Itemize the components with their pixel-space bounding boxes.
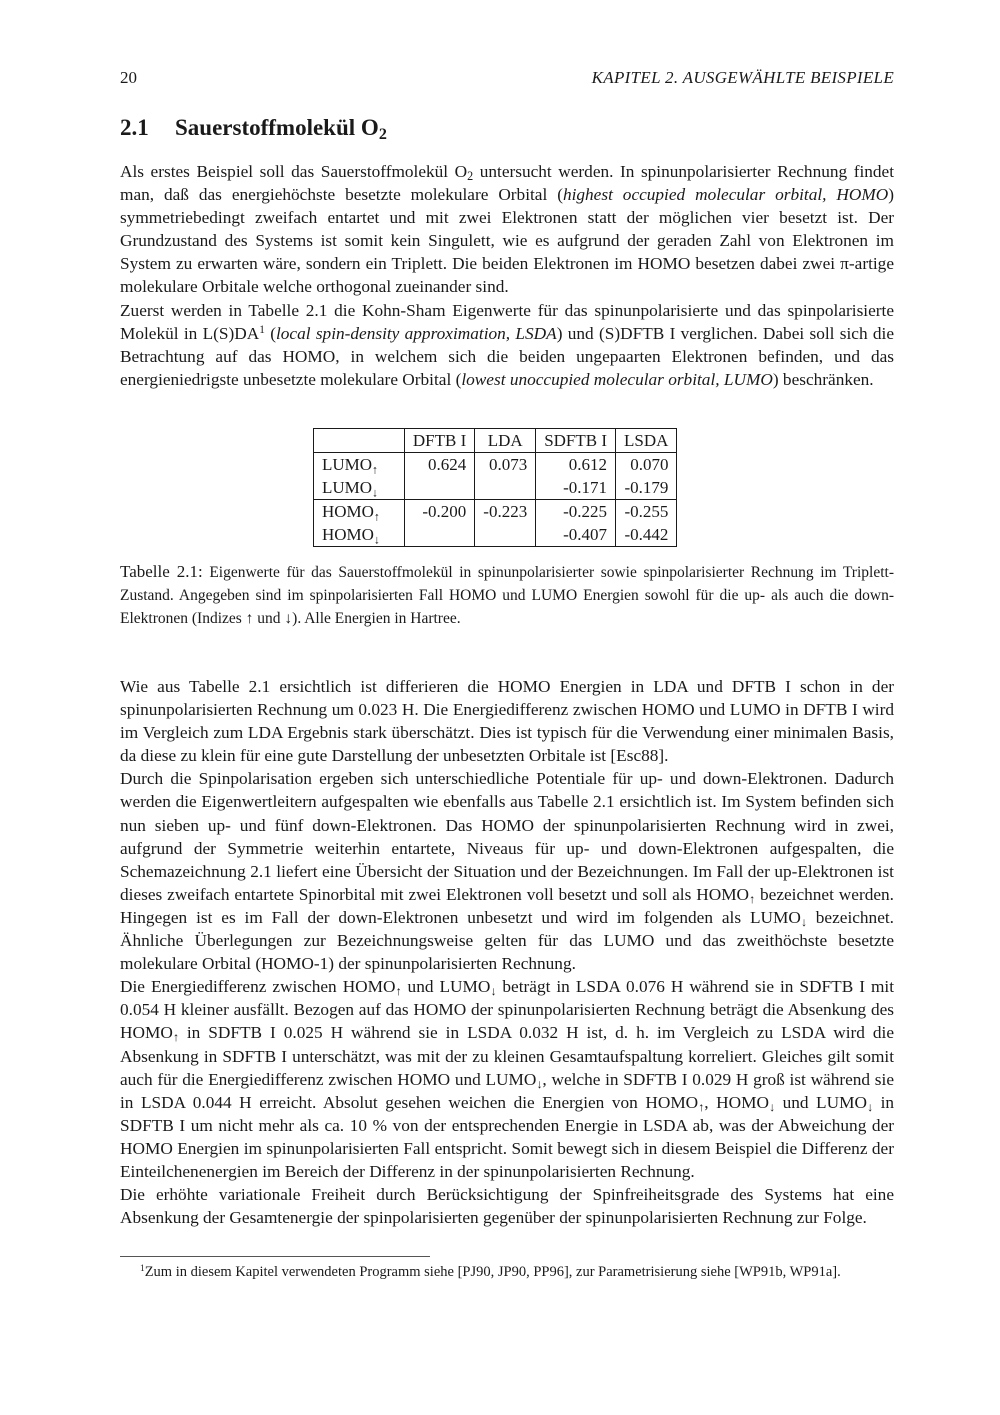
paragraph: Als erstes Beispiel soll das Sauerstoffmolekül $O_2$ untersucht werden. In spinunpolarisierter Rechnung findet man, daß das energiehöchste besetzte molekulare Orbital (highest occupied molecular orbital, HOMO) symmetriebedingt zweifach entartet und mit zwei Elektronen statt der möglichen vier besetzt ist. Der Grundzustand des Systems ist somit kein Singulett, wie es aufgrund der geraden Zahl von Elektronen im System zu erwarten wäre, sondern ein Triplett. Die beiden Elektronen im HOMO besetzen dabei zwei π-artige molekulare Orbitale welche orthogonal zueinander sind. [120, 162, 894, 297]
footnote [140, 1262, 841, 1282]
table-cell [475, 523, 536, 547]
table-cell: -0.407 [536, 523, 616, 547]
paragraph: Die Energiedifferenz zwischen $HOMO_↑$ und $LUMO_↓$ beträgt in LSDA 0.076 H während sie in SDFTB I mit 0.054 H kleiner ausfällt. Bezogen auf das HOMO der spinunpolarisierten Rechnung beträgt die Absenkung des $HOMO_↑$ in SDFTB I 0.025 H während sie in LSDA 0.032 H ist, d. h. im Vergleich zu LSDA wird die Absenkung in SDFTB I unterschätzt, was mit der zu kleinen Gesamtaufspaltung korreliert. Gleiches gilt somit auch für die Energiedifferenz zwischen HOMO und $LUMO_↓$, welche in SDFTB I 0.029 H groß ist während sie in LSDA 0.044 H erreicht. Absolut gesehen weichen die Energien von $HOMO_↑$, $HOMO_↓$ und $LUMO_↓$ in SDFTB I um nicht mehr als ca. 10 % von der entsprechenden Energie in LSDA ab, was der Abweichung der HOMO Energien im spinunpolarisierten Fall entspricht. Somit bewegt sich in diesem Beispiel die Differenz der Einteilchenenergien im Bereich der Differenz in der spinunpolarisierten Rechnung. [120, 977, 895, 1181]
table-cell: 0.073 [475, 453, 536, 477]
table-header-row [314, 429, 677, 453]
table-cell: -0.223 [475, 500, 536, 524]
paragraph: Wie aus Tabelle 2.1 ersichtlich ist differieren die HOMO Energien in LDA und DFTB I schon in der spinunpolarisierten Rechnung um 0.023 H. Die Energiedifferenz zwischen HOMO und LUMO in DFTB I wird im Vergleich zum LDA Ergebnis stark überschätzt. Dies ist typisch für die Verwendung einer minimalen Basis, da diese zu klein für eine gute Darstellung der unbesetzten Orbitale ist [Esc88]. [120, 677, 894, 766]
paragraph: Durch die Spinpolarisation ergeben sich unterschiedliche Potentiale für up- und down-Elektronen. Dadurch werden die Eigenwertleitern aufgespalten wie ebenfalls aus Tabelle 2.1 ersichtlich ist. Im System befinden sich nun sieben up- und fünf down-Elektronen. Das HOMO der spinunpolarisierten Rechnung wird in zwei, aufgrund der Symmetrie weiterhin entartete, Niveaus für up- und down-Elektronen aufgespalten, die Schemazeichnung 2.1 liefert eine Übersicht der Situation und der Bezeichnungen. Im Fall der up-Elektronen ist dieses zweifach entartete Spinorbital mit zwei Elektronen voll besetzt und soll als $HOMO_↑$ bezeichnet werden. Hingegen ist es im Fall der down-Elektronen unbesetzt und wird im folgenden als $LUMO_↓$ bezeichnet. Ähnliche Überlegungen zur Bezeichnungsweise gelten für das LUMO und das zweithöchste besetzte molekulare Orbital (HOMO-1) der spinunpolarisierten Rechnung. [120, 769, 894, 974]
table-row [314, 523, 677, 547]
section-title-subscript: 2 [378, 126, 387, 144]
column-header: DFTB I [404, 429, 474, 453]
table-row [314, 476, 677, 500]
discussion-text-block [120, 675, 894, 1229]
running-header [120, 68, 894, 90]
table-cell: -0.255 [616, 500, 677, 524]
table-caption [120, 560, 894, 630]
table-cell [404, 523, 474, 547]
paragraph: Die erhöhte variationale Freiheit durch Berücksichtigung der Spinfreiheitsgrade des Systems hat eine Absenkung der Gesamtenergie der spinpolarisierten gegenüber der spinunpolarisierten Rechnung zur Folge. [120, 1185, 894, 1228]
caption-text: Eigenwerte für das Sauerstoffmolekül in spinunpolarisierter sowie spinpolarisierter Rechnung im Triplett-Zustand. Angegeben sind im spinpolarisierten Fall HOMO und LUMO Energien sowohl für die up- als auch die down-Elektronen (Indizes ↑ und ↓). Alle Energien in Hartree. [120, 564, 894, 627]
table-row [314, 500, 677, 524]
footnote-marker: 1 [259, 323, 265, 336]
table-cell: -0.200 [404, 500, 474, 524]
column-header: LSDA [616, 429, 677, 453]
footnote-number: 1 [140, 1263, 145, 1274]
table-row [314, 453, 677, 477]
row-label: $LUMO_↓$ [314, 476, 405, 500]
footnote-text: Zum in diesem Kapitel verwendeten Programm siehe [PJ90, JP90, PP96], zur Parametrisierung siehe [WP91b, WP91a]. [144, 1264, 841, 1280]
section-number: 2.1 [120, 115, 149, 140]
section-title-text: Sauerstoffmolekül O [175, 115, 379, 140]
table-cell: -0.179 [616, 476, 677, 500]
table-cell: -0.442 [616, 523, 677, 547]
column-header: SDFTB I [536, 429, 616, 453]
section-title [120, 115, 387, 144]
row-label: $LUMO_↑$ [314, 453, 405, 477]
table-cell: 0.612 [536, 453, 616, 477]
table-cell [475, 476, 536, 500]
table-cell [404, 476, 474, 500]
chapter-heading: KAPITEL 2. AUSGEWÄHLTE BEISPIELE [591, 68, 894, 87]
table-corner-cell [314, 429, 405, 453]
footnote-divider [120, 1256, 430, 1257]
paragraph: Zuerst werden in Tabelle 2.1 die Kohn-Sham Eigenwerte für das spinunpolarisierte und das spinpolarisierte Molekül in $L(S)DA^1$ (local spin-density approximation, LSDA) und (S)DFTB I verglichen. Dabei soll sich die Betrachtung auf das HOMO, in welchem sich die beiden ungepaarten Elektronen befinden, und das energieniedrigste unbesetzte molekulare Orbital (lowest unoccupied molecular orbital, LUMO) beschränken. [120, 300, 895, 389]
table-cell: -0.225 [536, 500, 616, 524]
column-header: LDA [475, 429, 536, 453]
table-cell: 0.070 [616, 453, 677, 477]
eigenvalue-table [313, 428, 677, 547]
row-label: $HOMO_↓$ [314, 523, 405, 547]
row-label: $HOMO_↑$ [314, 500, 405, 524]
intro-text-block [120, 160, 894, 391]
caption-label: Tabelle 2.1: [120, 562, 203, 581]
table-cell: 0.624 [404, 453, 474, 477]
table-cell: -0.171 [536, 476, 616, 500]
page-number: 20 [120, 68, 137, 87]
